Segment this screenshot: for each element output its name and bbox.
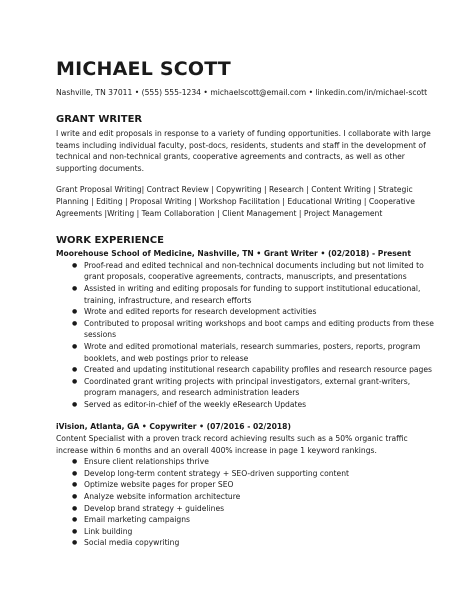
summary-paragraph: I write and edit proposals in response to a variety of funding opportunities. I collaborate with large teams including individual faculty, post-docs, residents, students and staff in the development of technical and non-technical grants, cooperative agreements and contracts, as well as other supporting documents.	[56, 129, 431, 173]
job-heading: Moorehouse School of Medicine, Nashville, TN • Grant Writer • (02/2018) - Present	[56, 249, 411, 259]
list-item: ● Ensure client relationships thrive	[72, 456, 434, 468]
job-description: Content Specialist with a proven track record achieving results such as a 50% organic traffic increase within 6 months and an overall 400% increase in page 1 keyword rankings.	[56, 434, 408, 455]
list-item: ● Develop brand strategy + guidelines	[72, 503, 434, 515]
job-heading: iVision, Atlanta, GA • Copywriter • (07/2016 - 02/2018)	[56, 422, 291, 432]
list-item: ● Proof-read and edited technical and non-technical documents including but not limited to grant proposals, cooperative agreements, contracts, manuscripts, and presentations	[72, 260, 434, 283]
list-item: ● Contributed to proposal writing workshops and boot camps and editing products from these sessions	[72, 318, 434, 341]
list-item: ● Link building	[72, 526, 434, 538]
list-item: ● Wrote and edited promotional materials, research summaries, posters, reports, program booklets, and web postings prior to release	[72, 341, 434, 364]
job-bullet-list	[72, 260, 434, 411]
list-item: ● Develop long-term content strategy + SEO-driven supporting content	[72, 468, 434, 480]
list-item: ● Analyze website information architecture	[72, 491, 434, 503]
job-bullet-list	[72, 456, 434, 549]
job-entry-2	[56, 421, 434, 549]
list-item: ● Served as editor-in-chief of the weekly eResearch Updates	[72, 399, 434, 411]
list-item: ● Created and updating institutional research capability profiles and research resource pages	[72, 364, 434, 376]
list-item: ● Email marketing campaigns	[72, 514, 434, 526]
list-item: ● Optimize website pages for proper SEO	[72, 479, 434, 491]
list-item: ● Social media copywriting	[72, 537, 434, 549]
list-item: ● Wrote and edited reports for research development activities	[72, 306, 434, 318]
work-experience-heading: WORK EXPERIENCE	[56, 235, 164, 247]
contact-line: Nashville, TN 37011 • (555) 555-1234 • michaelscott@email.com • linkedin.com/in/michael-scott	[56, 88, 428, 97]
grant-writer-heading: GRANT WRITER	[56, 114, 143, 125]
job-entry-1	[56, 248, 434, 410]
skills-paragraph: Grant Proposal Writing| Contract Review | Copywriting | Research | Content Writing | Strategic Planning | Editing | Proposal Writing | Workshop Facilitation | Educational Writing | Cooperative Agreements |Writing | Team Collaboration | Client Management | Project Management	[56, 185, 415, 218]
candidate-name: MICHAEL SCOTT	[56, 58, 231, 80]
list-item: ● Assisted in writing and editing proposals for funding to support institutional educational, training, infrastructure, and research efforts	[72, 283, 434, 306]
list-item: ● Coordinated grant writing projects with principal investigators, external grant-writers, program managers, and research administration leaders	[72, 376, 434, 399]
